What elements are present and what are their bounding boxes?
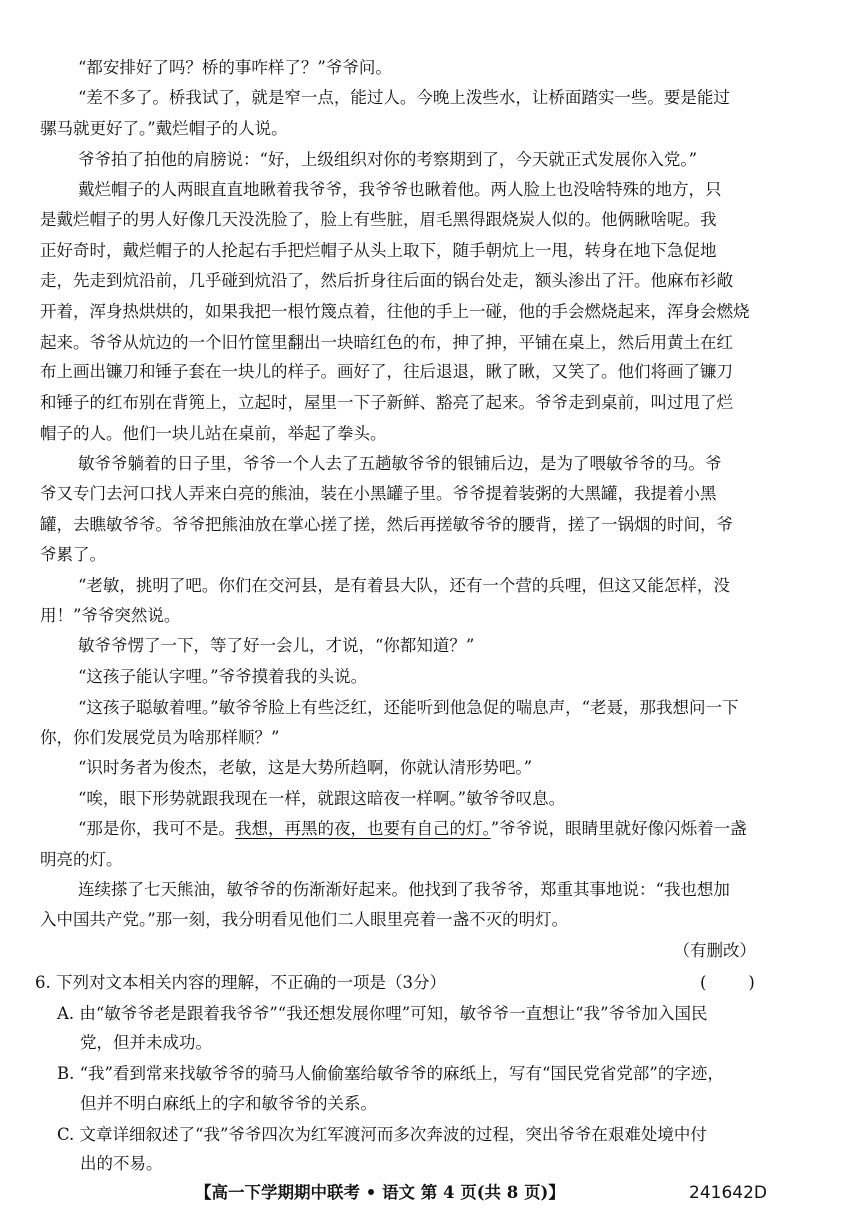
story-line: 骡马就更好了。”戴烂帽子的人说。	[40, 119, 288, 138]
edit-note: （有删改）	[673, 941, 756, 960]
story-line: 爷爷拍了拍他的肩膀说：“好，上级组织对你的考察期到了，今天就正式发展你入党。”	[78, 150, 698, 169]
option-a-cont: 党，但并未成功。	[80, 1033, 212, 1052]
page-footer: 【高一下学期期中联考 • 语文 第 4 页(共 8 页)】	[195, 1183, 565, 1202]
story-line: 你，你们发展党员为啥那样顺？”	[40, 728, 280, 747]
story-line: 敏爷爷愣了一下，等了好一会儿，才说，“你都知道？”	[78, 636, 475, 655]
story-line: “差不多了。桥我试了，就是窄一点，能过人。今晚上泼些水，让桥面踏实一些。要是能过	[78, 88, 730, 107]
story-line: 正好奇时，戴烂帽子的人抡起右手把烂帽子从头上取下，随手朝炕上一甩，转身在地下急促地	[40, 241, 717, 260]
option-b-cont: 但并不明白麻纸上的字和敏爷爷的关系。	[80, 1094, 377, 1113]
story-line: 帽子的人。他们一块儿站在桌前，举起了拳头。	[40, 424, 387, 443]
story-line: “这孩子聪敏着哩。”敏爷爷脸上有些泛红，还能听到他急促的喘息声，“老聂，那我想问一下	[78, 698, 739, 717]
story-line: 入中国共产党。”那一刻，我分明看见他们二人眼里亮着一盏不灭的明灯。	[40, 910, 569, 929]
story-line: 明亮的灯。	[40, 850, 123, 869]
story-line: 是戴烂帽子的男人好像几天没洗脸了，脸上有些脏，眉毛黑得跟烧炭人似的。他俩瞅啥呢。我	[40, 210, 717, 229]
story-line: “这孩子能认字哩。”爷爷摸着我的头说。	[78, 667, 368, 686]
story-line: 和锤子的红布别在背篼上，立起时，屋里一下子新鲜、豁亮了起来。爷爷走到桌前，叫过甩了烂	[40, 393, 733, 412]
exam-code: 241642D	[689, 1183, 767, 1203]
story-line: “都安排好了吗？桥的事咋样了？”爷爷问。	[78, 58, 392, 77]
story-line: 罐，去瞧敏爷爷。爷爷把熊油放在掌心搓了搓，然后再搓敏爷爷的腰背，搓了一锅烟的时间，爷	[40, 515, 733, 534]
story-line: “唉，眼下形势就跟我现在一样，就跟这暗夜一样啊。”敏爷爷叹息。	[78, 789, 566, 808]
story-line: 敏爷爷躺着的日子里，爷爷一个人去了五趟敏爷爷的银铺后边，是为了喂敏爷爷的马。爷	[78, 454, 722, 473]
story-line-underlined: “那是你，我可不是。我想，再黑的夜，也要有自己的灯。”爷爷说，眼睛里就好像闪烁着一盏	[78, 819, 747, 838]
story-line: 走，先走到炕沿前，几乎碰到炕沿了，然后折身往后面的锅台处走，额头渗出了汗。他麻布衫敞	[40, 271, 733, 290]
story-line: 起来。爷爷从炕边的一个旧竹筐里翻出一块暗红色的布，抻了抻，平铺在桌上，然后用黄土在红	[40, 333, 733, 352]
story-line: 戴烂帽子的人两眼直直地瞅着我爷爷，我爷爷也瞅着他。两人脸上也没啥特殊的地方，只	[78, 180, 722, 199]
story-line: 爷又专门去河口找人弄来白亮的熊油，装在小黑罐子里。爷爷提着装粥的大黑罐，我提着小黑	[40, 484, 717, 503]
story-line: “老敏，挑明了吧。你们在交河县，是有着县大队，还有一个营的兵哩，但这又能怎样，没	[78, 576, 730, 595]
story-line: 连续搽了七天熊油，敏爷爷的伤渐渐好起来。他找到了我爷爷，郑重其事地说：“我也想加	[78, 880, 730, 899]
option-c-cont: 出的不易。	[80, 1154, 163, 1173]
answer-parentheses: ( )	[700, 973, 755, 992]
story-line: 爷累了。	[40, 545, 106, 564]
option-a: A. 由“敏爷爷老是跟着我爷爷”“我还想发展你哩”可知，敏爷爷一直想让“我”爷爷加入国民	[57, 1004, 708, 1023]
story-line: 布上画出镰刀和锤子套在一块儿的样子。画好了，往后退退，瞅了瞅，又笑了。他们将画了镰刀	[40, 362, 733, 381]
story-line: 开着，浑身热烘烘的，如果我把一根竹篾点着，往他的手上一碰，他的手会燃烧起来，浑身会燃烧	[40, 302, 750, 321]
story-line: 用！”爷爷突然说。	[40, 606, 181, 625]
story-line: “识时务者为俊杰，老敏，这是大势所趋啊，你就认清形势吧。”	[78, 758, 533, 777]
option-c: C. 文章详细叙述了“我”爷爷四次为红军渡河而多次奔波的过程，突出爷爷在艰难处境中付	[57, 1125, 707, 1144]
question-stem: 6. 下列对文本相关内容的理解，不正确的一项是（3分）	[35, 973, 446, 992]
underlined-sentence: 我想，再黑的夜，也要有自己的灯。	[234, 819, 491, 838]
option-b: B. “我”看到常来找敏爷爷的骑马人偷偷塞给敏爷爷的麻纸上，写有“国民党省党部”的字迹，	[57, 1064, 724, 1083]
